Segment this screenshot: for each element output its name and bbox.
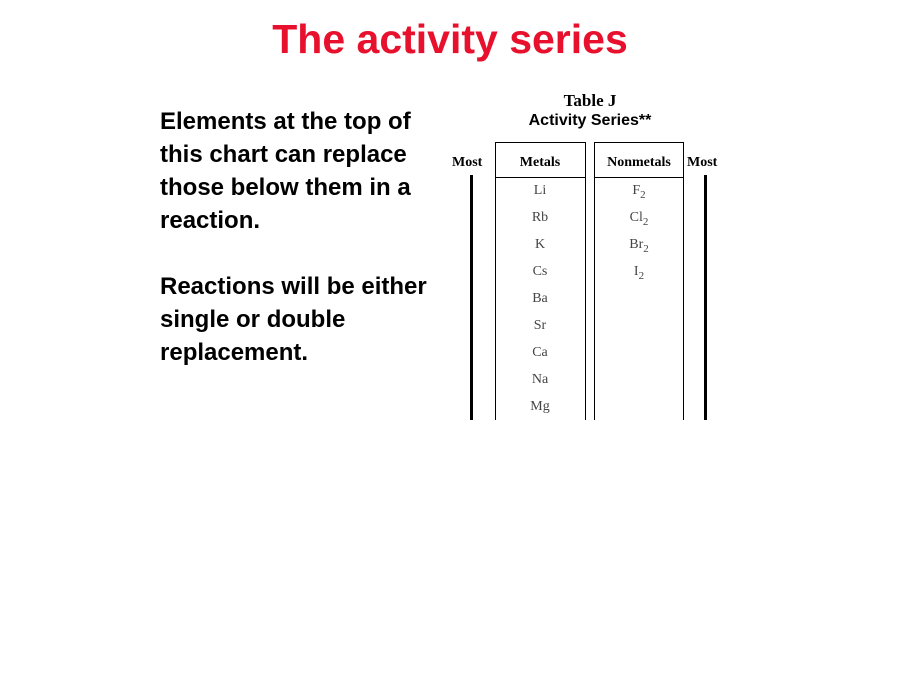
metals-header-divider: [495, 177, 586, 178]
metal-entry: Mg: [530, 399, 550, 414]
nonmetal-subscript: 2: [640, 189, 646, 201]
nonmetal-subscript: 2: [643, 243, 649, 255]
body-text: [160, 105, 435, 369]
metal-entry: K: [534, 237, 546, 252]
nonmetal-entry: [595, 264, 683, 284]
metal-entry: Na: [531, 372, 549, 387]
nonmetals-header: Nonmetals: [607, 155, 671, 170]
metals-header: Metals: [519, 155, 561, 170]
nonmetal-entry: [595, 183, 683, 203]
right-reactivity-line: [704, 175, 707, 420]
nonmetal-symbol: I: [633, 264, 639, 279]
most-label-left: Most: [452, 155, 483, 170]
metal-entry: Cs: [532, 264, 548, 279]
nonmetals-header-divider: [594, 177, 684, 178]
nonmetal-symbol: F: [632, 183, 641, 198]
nonmetal-symbol: Cl: [629, 210, 643, 225]
metals-right-border: [585, 142, 586, 420]
metal-entry: Ba: [532, 291, 548, 306]
most-label-right: Most: [687, 155, 718, 170]
nonmetal-symbol: Br: [629, 237, 644, 252]
nonmetal-subscript: 2: [638, 270, 645, 282]
slide-title: The activity series: [272, 16, 628, 62]
metal-entry: Rb: [531, 210, 549, 225]
nonmetal-entry: [595, 237, 683, 257]
activity-series-table: [440, 88, 740, 423]
nonmetals-right-border: [683, 142, 684, 420]
paragraph-reaction-types: Reactions will be either single or double replacement.: [160, 273, 427, 366]
metal-entry: Li: [533, 183, 547, 198]
nonmetal-subscript: 2: [642, 216, 649, 228]
paragraph-replacement-rule: Elements at the top of this chart can replace those below them in a reaction.: [160, 108, 411, 234]
metals-top-border: [495, 142, 586, 143]
table-title: Table J: [563, 91, 617, 110]
nonmetals-top-border: [594, 142, 684, 143]
nonmetal-entry: [595, 210, 683, 230]
table-subtitle: Activity Series**: [528, 112, 652, 129]
left-reactivity-line: [470, 175, 473, 420]
metal-entry: Ca: [532, 345, 548, 360]
metal-entry: Sr: [533, 318, 547, 333]
